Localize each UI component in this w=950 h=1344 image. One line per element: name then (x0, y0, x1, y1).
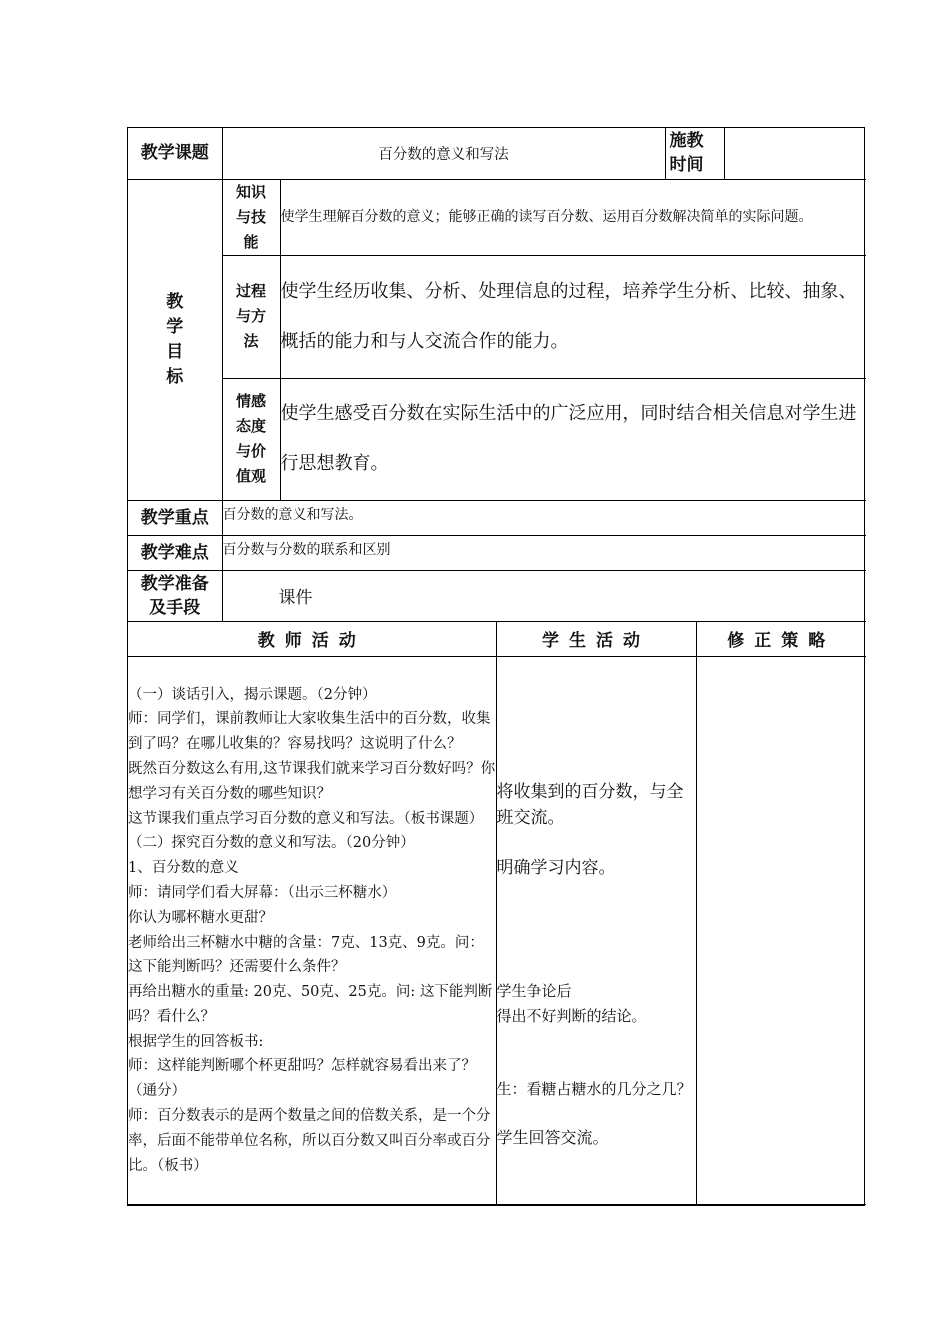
student-line: 将收集到的百分数，与全班交流。 (496, 782, 684, 828)
student-activity-header: 学生活动 (496, 622, 696, 657)
teacher-line: 既然百分数这么有用,这节课我们就来学习百分数好吗？你想学习有关百分数的哪些知识？ (128, 760, 496, 802)
goal-emotion-text: 使学生感受百分数在实际生活中的广泛应用，同时结合相关信息对学生进行思想教育。 (280, 378, 866, 500)
teacher-line: 师：这样能判断哪个杯更甜吗？怎样就容易看出来了？（通分） (128, 1058, 476, 1100)
student-line: 明确学习内容。 (496, 858, 616, 878)
teacher-line: 师：请同学们看大屏幕：（出示三杯糖水） (128, 884, 397, 901)
preparation-label: 教学准备及手段 (128, 570, 222, 621)
student-activity-cell (496, 657, 696, 1205)
revision-strategy-cell (696, 657, 866, 1205)
goal-process-text: 使学生经历收集、分析、处理信息的过程，培养学生分析、比较、抽象、概括的能力和与人交流合作的能力。 (280, 255, 866, 378)
preparation-value: 课件 (222, 570, 866, 621)
goal-knowledge-text: 使学生理解百分数的意义；能够正确的读写百分数、运用百分数解决简单的实际问题。 (280, 179, 866, 255)
lesson-plan-table (127, 127, 865, 1206)
teacher-activity-header: 教师活动 (128, 622, 496, 657)
teacher-line: 这节课我们重点学习百分数的意义和写法。（板书课题） (128, 810, 484, 827)
student-line: 学生争论后 (496, 982, 572, 1000)
lesson-header-grid (128, 128, 866, 622)
teacher-line: （二）探究百分数的意义和写法。（20分钟） (128, 835, 415, 852)
goal-knowledge-label: 知识与技能 (222, 179, 280, 255)
teacher-line: 你认为哪杯糖水更甜？ (128, 909, 273, 926)
teacher-activity-cell (128, 657, 496, 1205)
topic-value: 百分数的意义和写法 (222, 128, 665, 179)
keypoints-label: 教学重点 (128, 500, 222, 535)
keypoints-value: 百分数的意义和写法。 (222, 500, 866, 535)
teacher-line: 1、百分数的意义 (128, 860, 239, 877)
teacher-line: 老师给出三杯糖水中糖的含量：7克、13克、9克。问：这下能判断吗？还需要什么条件？ (128, 934, 484, 976)
teacher-line: 师：同学们，课前教师让大家收集生活中的百分数，收集到了吗？在哪儿收集的？容易找吗？这说明了什么？ (128, 711, 491, 753)
student-line: 生：看糖占糖水的几分之几？ (496, 1080, 692, 1098)
difficulties-value: 百分数与分数的联系和区别 (222, 535, 866, 570)
time-value (724, 128, 866, 179)
student-line: 学生回答交流。 (496, 1128, 609, 1147)
teacher-line: 根据学生的回答板书: (128, 1033, 264, 1050)
teacher-line: 师：百分数表示的是两个数量之间的倍数关系，是一个分率，后面不能带单位名称，所以百分数又叫百分率或百分比。（板书） (128, 1108, 491, 1174)
goal-process-label: 过程与方法 (222, 255, 280, 378)
revision-strategy-header: 修正策略 (696, 622, 866, 657)
activity-grid (128, 622, 866, 1206)
teacher-line: 再给出糖水的重量: 20克、50克、25克。问: 这下能判断吗？看什么？ (128, 984, 493, 1025)
goals-label: 教学目标 (128, 179, 222, 500)
difficulties-label: 教学难点 (128, 535, 222, 570)
goal-emotion-label: 情感态度与价值观 (222, 378, 280, 500)
teacher-line: （一）谈话引入，揭示课题。（2分钟） (128, 686, 377, 703)
time-label: 施教时间 (665, 128, 724, 179)
topic-label: 教学课题 (128, 128, 222, 179)
student-line: 得出不好判断的结论。 (496, 1007, 647, 1025)
